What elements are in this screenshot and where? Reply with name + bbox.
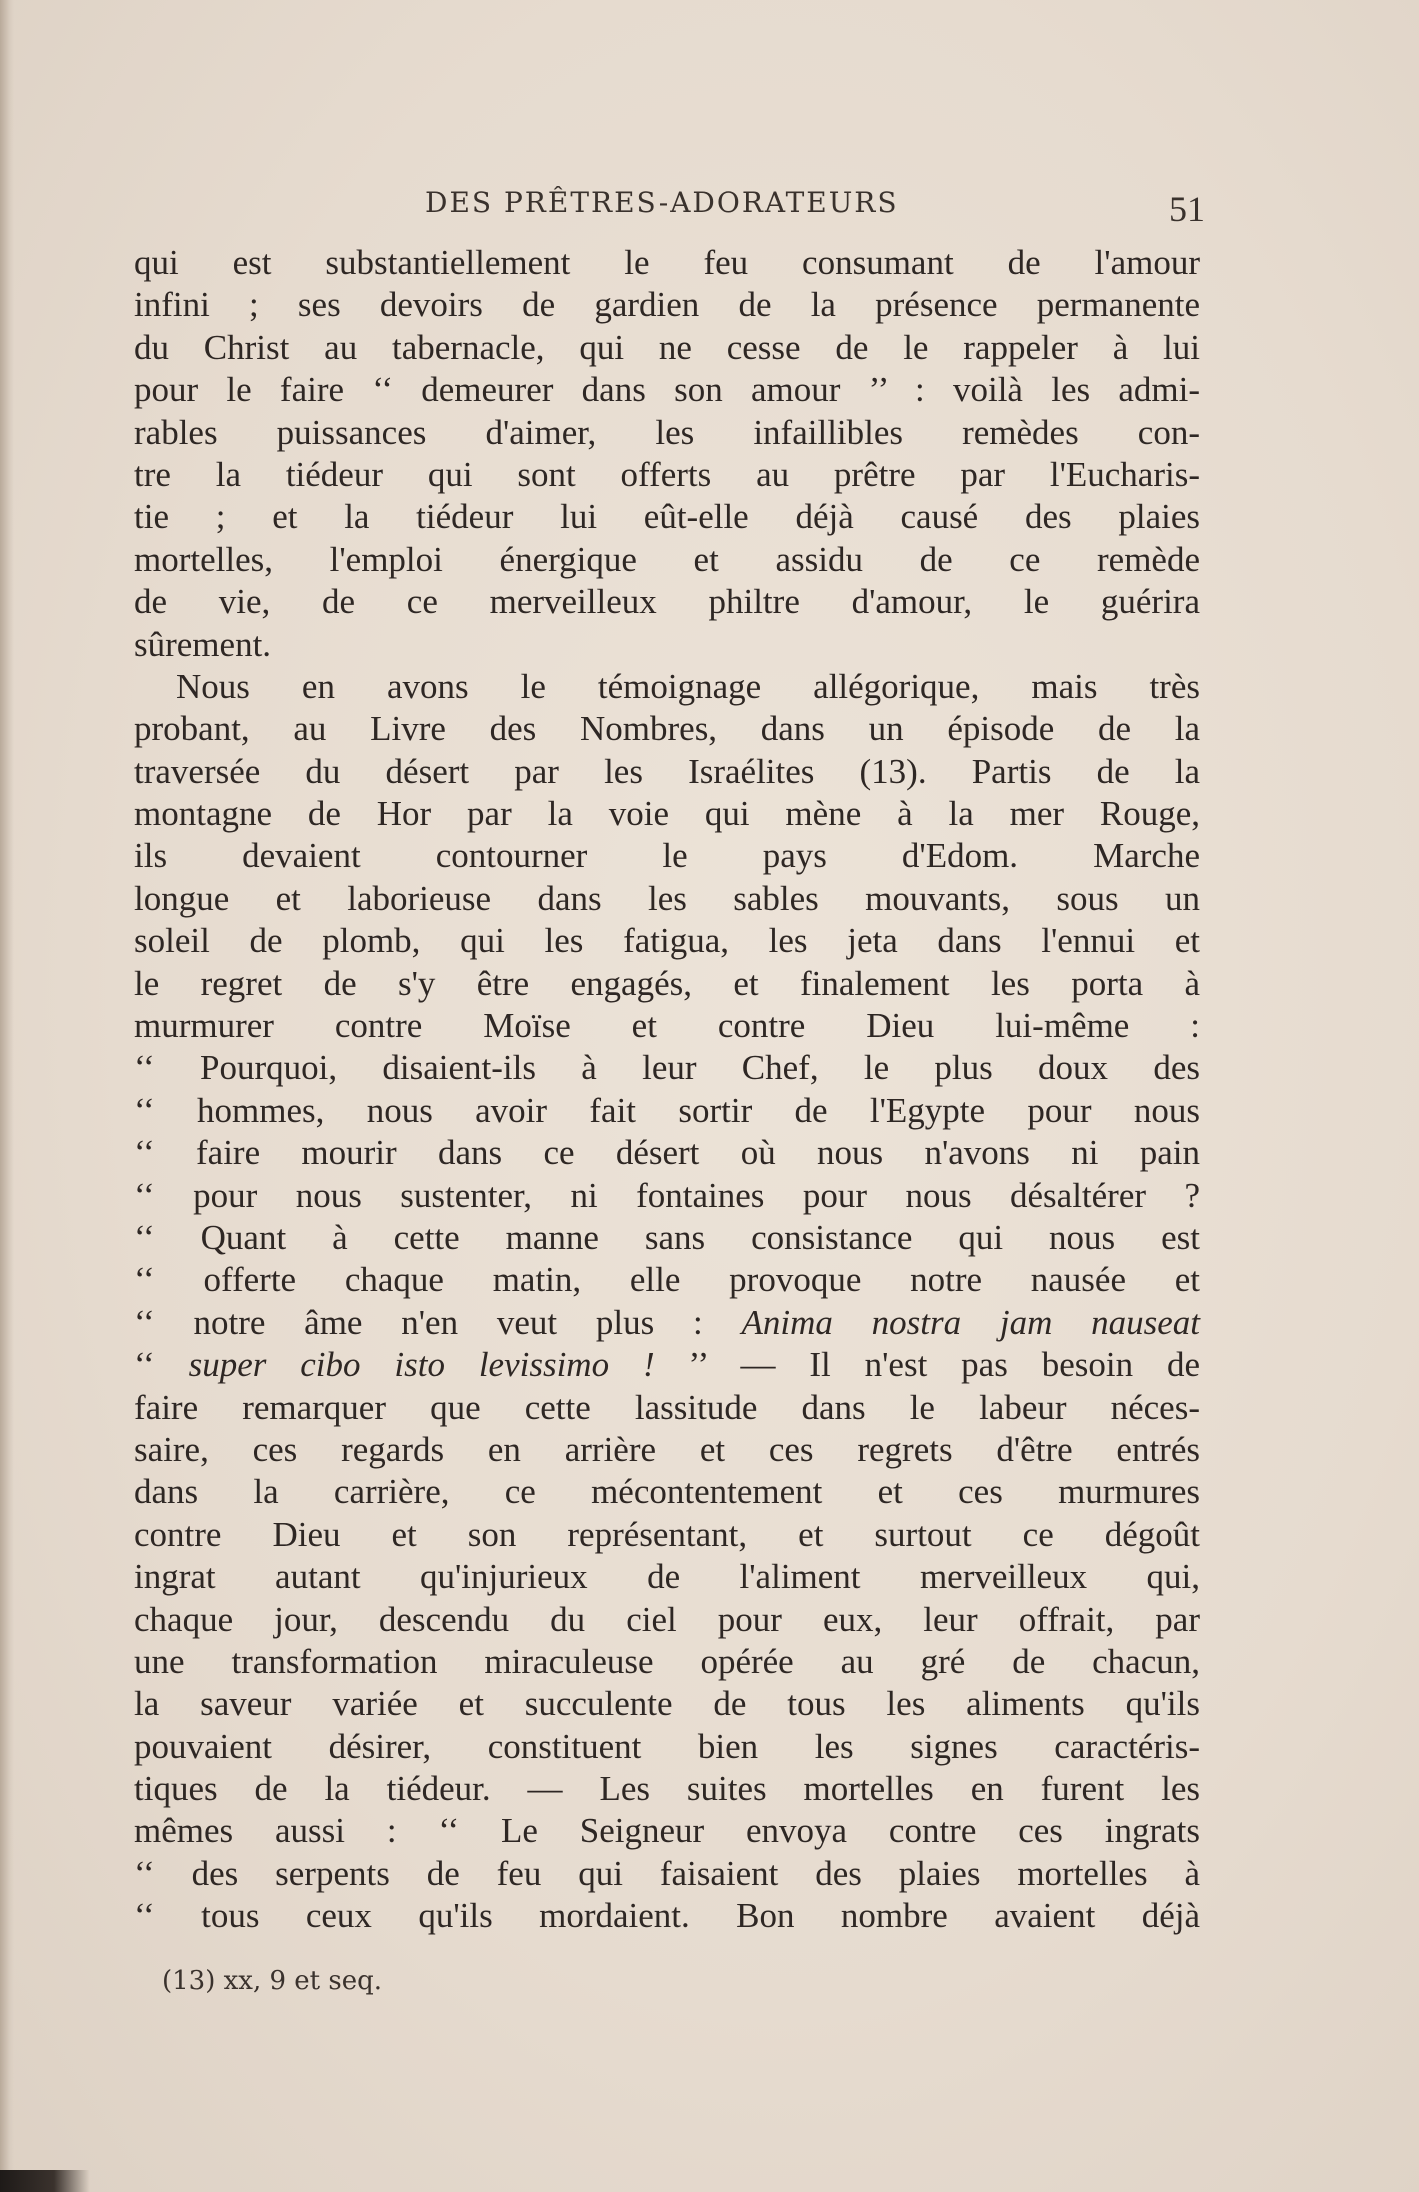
- text-line: infini ; ses devoirs de gardien de la présence permanente: [134, 285, 1200, 325]
- footnote: (13) xx, 9 et seq.: [162, 1966, 383, 1996]
- text-line: montagne de Hor par la voie qui mène à la mer Rouge,: [134, 794, 1200, 834]
- quote-line: ‘‘ notre âme n'en veut plus : Anima nostra jam nauseat: [134, 1302, 1200, 1342]
- quote-line: ‘‘ hommes, nous avoir fait sortir de l'Egypte pour nous: [134, 1090, 1200, 1130]
- quote-line: ‘‘ offerte chaque matin, elle provoque notre nausée et: [134, 1260, 1200, 1300]
- text-line: rables puissances d'aimer, les infaillibles remèdes con-: [134, 412, 1200, 452]
- text-line: soleil de plomb, qui les fatigua, les jeta dans l'ennui et: [134, 921, 1200, 961]
- text-line: pouvaient désirer, constituent bien les signes caractéris-: [134, 1726, 1200, 1766]
- text-line: tiques de la tiédeur. — Les suites mortelles en furent les: [134, 1769, 1200, 1809]
- text-line: dans la carrière, ce mécontentement et ces murmures: [134, 1472, 1200, 1512]
- quote-line: ‘‘ Quant à cette manne sans consistance qui nous est: [134, 1217, 1200, 1257]
- page-binding-edge: [0, 0, 14, 2192]
- text-line: chaque jour, descendu du ciel pour eux, leur offrait, par: [134, 1599, 1200, 1639]
- text-line: saire, ces regards en arrière et ces regrets d'être entrés: [134, 1429, 1200, 1469]
- text-line: le regret de s'y être engagés, et finalement les porta à: [134, 963, 1200, 1003]
- quote-line: ‘‘ tous ceux qu'ils mordaient. Bon nombre avaient déjà: [134, 1896, 1200, 1936]
- body-text: [134, 242, 1200, 1938]
- text-line: tie ; et la tiédeur lui eût-elle déjà causé des plaies: [134, 497, 1200, 537]
- quote-line: ‘‘ pour nous sustenter, ni fontaines pour nous désaltérer ?: [134, 1175, 1200, 1215]
- latin-quotation: Anima nostra jam nauseat: [741, 1302, 1200, 1342]
- latin-quotation: super cibo isto levissimo !: [188, 1345, 655, 1385]
- text-line: de vie, de ce merveilleux philtre d'amour, le guérira: [134, 582, 1200, 622]
- text-line: mortelles, l'emploi énergique et assidu de ce remède: [134, 539, 1200, 579]
- quote-line: ‘‘ faire mourir dans ce désert où nous n'avons ni pain: [134, 1133, 1200, 1173]
- page-number: 51: [1169, 189, 1205, 229]
- text-line: qui est substantiellement le feu consumant de l'amour: [134, 243, 1200, 282]
- text-line: pour le faire ‘‘ demeurer dans son amour ’’ : voilà les admi-: [134, 370, 1200, 410]
- text-line: une transformation miraculeuse opérée au gré de chacun,: [134, 1641, 1200, 1681]
- quote-line: ‘‘ Pourquoi, disaient-ils à leur Chef, le plus doux des: [134, 1048, 1200, 1088]
- running-title: DES PRÊTRES-ADORATEURS: [425, 186, 899, 219]
- text-line: traversée du désert par les Israélites (13). Partis de la: [134, 751, 1200, 791]
- text-line: ingrat autant qu'injurieux de l'aliment merveilleux qui,: [134, 1557, 1200, 1597]
- quote-line: ‘‘ des serpents de feu qui faisaient des plaies mortelles à: [134, 1853, 1200, 1893]
- text-line: sûrement.: [134, 624, 272, 664]
- text-line: murmurer contre Moïse et contre Dieu lui-même :: [134, 1006, 1200, 1046]
- text-line: contre Dieu et son représentant, et surtout ce dégoût: [134, 1514, 1200, 1554]
- text-line: faire remarquer que cette lassitude dans le labeur néces-: [134, 1387, 1200, 1427]
- page-header: [145, 186, 1205, 230]
- quote-line: ‘‘ super cibo isto levissimo ! ’’ — Il n'est pas besoin de: [134, 1345, 1200, 1385]
- text-line: longue et laborieuse dans les sables mouvants, sous un: [134, 878, 1200, 918]
- text-line: probant, au Livre des Nombres, dans un épisode de la: [134, 709, 1200, 749]
- text-line: mêmes aussi : ‘‘ Le Seigneur envoya contre ces ingrats: [134, 1811, 1200, 1851]
- page-corner-shadow: [0, 2170, 90, 2192]
- paragraph-start-line: Nous en avons le témoignage allégorique, mais très: [176, 666, 1200, 706]
- text-line: du Christ au tabernacle, qui ne cesse de le rappeler à lui: [134, 327, 1200, 367]
- text-line: tre la tiédeur qui sont offerts au prêtre par l'Eucharis-: [134, 454, 1200, 494]
- text-line: ils devaient contourner le pays d'Edom. Marche: [134, 836, 1200, 876]
- text-line: la saveur variée et succulente de tous les aliments qu'ils: [134, 1684, 1200, 1724]
